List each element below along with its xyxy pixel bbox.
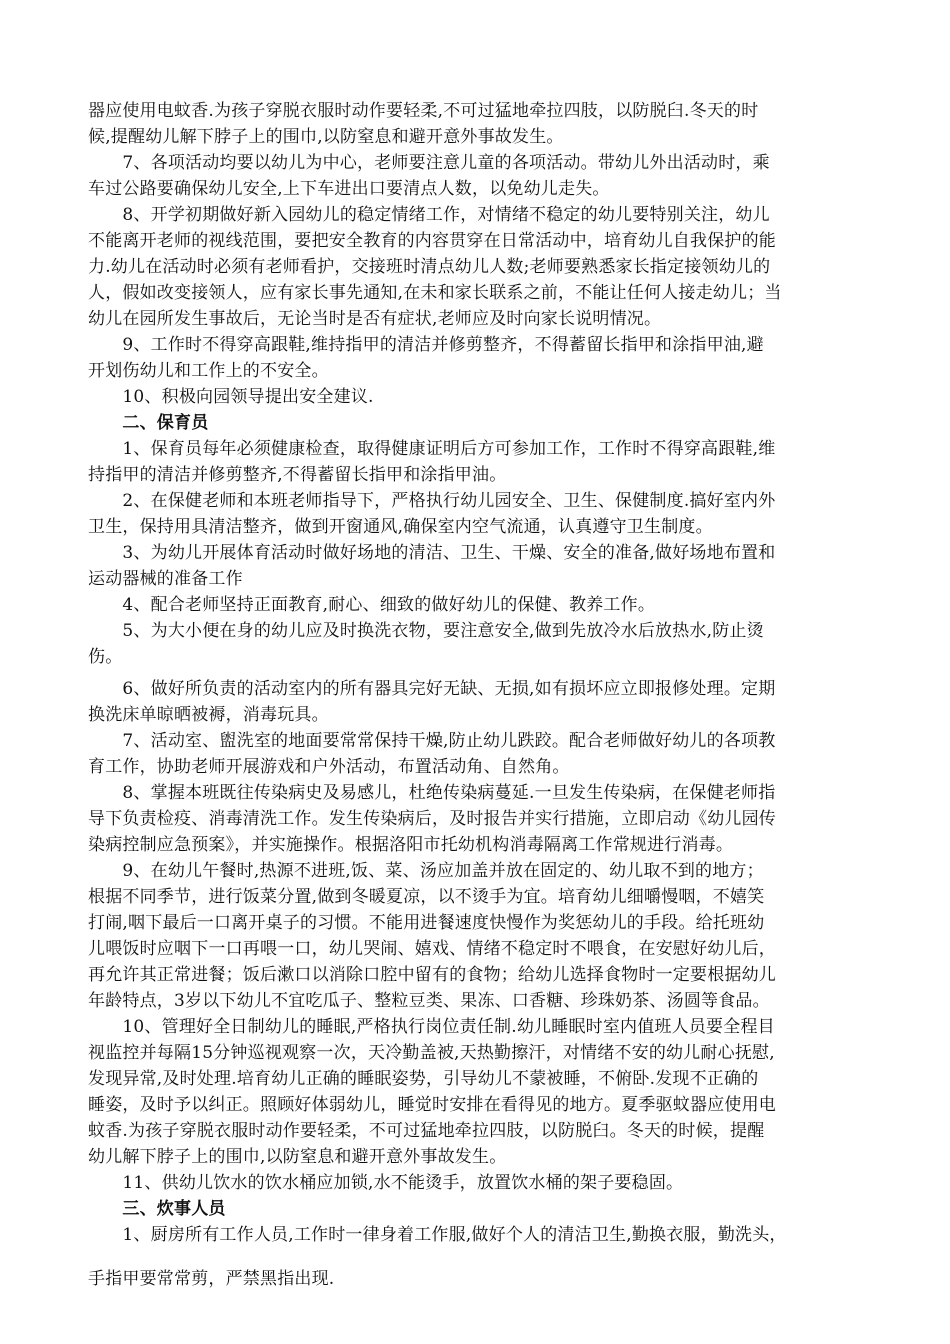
text-line: 视监控并每隔15分钟巡视观察一次，天冷勤盖被,天热勤擦汗，对情绪不安的幼儿耐心抚慰,	[88, 1043, 775, 1063]
text-line: 染病控制应急预案》，并实施操作。根据洛阳市托幼机构消毒隔离工作常规进行消毒。	[88, 835, 734, 855]
paragraph-caregiver-10	[88, 1014, 860, 1170]
text-line: 3、为幼儿开展体育活动时做好场地的清洁、卫生、干燥、安全的准备,做好场地布置和	[88, 543, 776, 563]
text-line: 幼儿解下脖子上的围巾,以防窒息和避开意外事故发生。	[88, 1147, 507, 1167]
text-line: 运动器械的准备工作	[88, 569, 243, 589]
text-line: 5、为大小便在身的幼儿应及时换洗衣物，要注意安全,做到先放冷水后放热水,防止烫	[88, 621, 764, 641]
text-line: 10、管理好全日制幼儿的睡眠,严格执行岗位责任制.幼儿睡眠时室内值班人员要全程目	[88, 1017, 775, 1037]
paragraph-continuation	[88, 98, 860, 150]
paragraph-kitchen-1-continued	[88, 1266, 860, 1292]
paragraph-item-9	[88, 332, 860, 384]
text-line: 11、供幼儿饮水的饮水桶应加锁,水不能烫手，放置饮水桶的架子要稳固。	[88, 1173, 684, 1193]
text-line: 7、各项活动均要以幼儿为中心，老师要注意儿童的各项活动。带幼儿外出活动时，乘	[88, 153, 770, 173]
text-line: 2、在保健老师和本班老师指导下，严格执行幼儿园安全、卫生、保健制度.搞好室内外	[88, 491, 776, 511]
text-line: 力.幼儿在活动时必须有老师看护，交接班时清点幼儿人数;老师要熟悉家长指定接领幼儿的	[88, 257, 771, 277]
text-line: 再允许其正常进餐；饭后漱口以消除口腔中留有的食物；给幼儿选择食物时一定要根据幼儿	[88, 965, 776, 985]
paragraph-caregiver-8	[88, 780, 860, 858]
paragraph-caregiver-9	[88, 858, 860, 1014]
text-line: 开划伤幼儿和工作上的不安全。	[88, 361, 329, 381]
paragraph-caregiver-1	[88, 436, 860, 488]
text-line: 发现异常,及时处理.培育幼儿正确的睡眠姿势，引导幼儿不蒙被睡，不俯卧.发现不正确的	[88, 1069, 759, 1089]
section-heading: 三、炊事人员	[88, 1199, 226, 1219]
text-line: 9、工作时不得穿高跟鞋,维持指甲的清洁并修剪整齐，不得蓄留长指甲和涂指甲油,避	[88, 335, 764, 355]
text-line: 10、积极向园领导提出安全建议.	[88, 387, 374, 407]
text-line: 根据不同季节，进行饭菜分置,做到冬暖夏凉，以不烫手为宜。培育幼儿细嚼慢咽，不嬉笑	[88, 887, 765, 907]
text-line: 打闹,咽下最后一口离开桌子的习惯。不能用进餐速度快慢作为奖惩幼儿的手段。给托班幼	[88, 913, 765, 933]
text-line: 睡姿，及时予以纠正。照顾好体弱幼儿，睡觉时安排在看得见的地方。夏季驱蚊器应使用电	[88, 1095, 776, 1115]
text-line: 年龄特点，3岁以下幼儿不宜吃瓜子、整粒豆类、果冻、口香糖、珍珠奶茶、汤圆等食品。	[88, 991, 770, 1011]
section-heading-kitchen	[88, 1196, 860, 1222]
paragraph-caregiver-5	[88, 618, 860, 670]
text-line: 1、厨房所有工作人员,工作时一律身着工作服,做好个人的清洁卫生,勤换衣服，勤洗头，	[88, 1225, 787, 1245]
text-line: 伤。	[88, 647, 123, 667]
text-line: 蚊香.为孩子穿脱衣服时动作要轻柔，不可过猛地牵拉四肢，以防脱臼。冬天的时候，提醒	[88, 1121, 765, 1141]
paragraph-caregiver-7	[88, 728, 860, 780]
text-line: 人，假如改变接领人，应有家长事先通知,在未和家长联系之前，不能让任何人接走幼儿；当	[88, 283, 782, 303]
text-line: 候,提醒幼儿解下脖子上的围巾,以防窒息和避开意外事故发生。	[88, 127, 564, 147]
text-line: 儿喂饭时应咽下一口再喂一口，幼儿哭闹、嬉戏、情绪不稳定时不喂食，在安慰好幼儿后，	[88, 939, 776, 959]
text-line: 卫生，保持用具清洁整齐，做到开窗通风,确保室内空气流通，认真遵守卫生制度。	[88, 517, 713, 537]
text-line: 6、做好所负责的活动室内的所有器具完好无缺、无损,如有损坏应立即报修处理。定期	[88, 679, 776, 699]
text-line: 持指甲的清洁并修剪整齐,不得蓄留长指甲和涂指甲油。	[88, 465, 507, 485]
paragraph-kitchen-1	[88, 1222, 860, 1248]
text-line: 手指甲要常常剪，严禁黑指出现.	[88, 1269, 335, 1289]
paragraph-caregiver-4	[88, 592, 860, 618]
section-heading: 二、保育员	[88, 413, 209, 433]
section-heading-caregiver	[88, 410, 860, 436]
text-line: 8、开学初期做好新入园幼儿的稳定情绪工作，对情绪不稳定的幼儿要特别关注，幼儿	[88, 205, 770, 225]
text-line: 8、掌握本班既往传染病史及易感儿，杜绝传染病蔓延.一旦发生传染病，在保健老师指	[88, 783, 776, 803]
text-line: 器应使用电蚊香.为孩子穿脱衣服时动作要轻柔,不可过猛地牵拉四肢，以防脱臼.冬天的时	[88, 101, 759, 121]
text-line: 不能离开老师的视线范围，要把安全教育的内容贯穿在日常活动中，培育幼儿自我保护的能	[88, 231, 776, 251]
text-line: 1、保育员每年必须健康检查，取得健康证明后方可参加工作，工作时不得穿高跟鞋,维	[88, 439, 776, 459]
paragraph-caregiver-3	[88, 540, 860, 592]
text-line: 7、活动室、盥洗室的地面要常常保持干燥,防止幼儿跌跤。配合老师做好幼儿的各项教	[88, 731, 776, 751]
text-line: 幼儿在园所发生事故后，无论当时是否有症状,老师应及时向家长说明情况。	[88, 309, 662, 329]
text-line: 4、配合老师坚持正面教育,耐心、细致的做好幼儿的保健、教养工作。	[88, 595, 656, 615]
paragraph-caregiver-11	[88, 1170, 860, 1196]
text-line: 换洗床单晾晒被褥，消毒玩具。	[88, 705, 329, 725]
paragraph-caregiver-6	[88, 676, 860, 728]
text-line: 育工作，协助老师开展游戏和户外活动，布置活动角、自然角。	[88, 757, 570, 777]
text-line: 车过公路要确保幼儿安全,上下车进出口要清点人数，以免幼儿走失。	[88, 179, 610, 199]
text-line: 导下负责检疫、消毒清洗工作。发生传染病后，及时报告并实行措施，立即启动《幼儿园传	[88, 809, 776, 829]
paragraph-caregiver-2	[88, 488, 860, 540]
text-line: 9、在幼儿午餐时,热源不进班,饭、菜、汤应加盖并放在固定的、幼儿取不到的地方；	[88, 861, 764, 881]
paragraph-item-10	[88, 384, 860, 410]
paragraph-item-7	[88, 150, 860, 202]
paragraph-item-8	[88, 202, 860, 332]
